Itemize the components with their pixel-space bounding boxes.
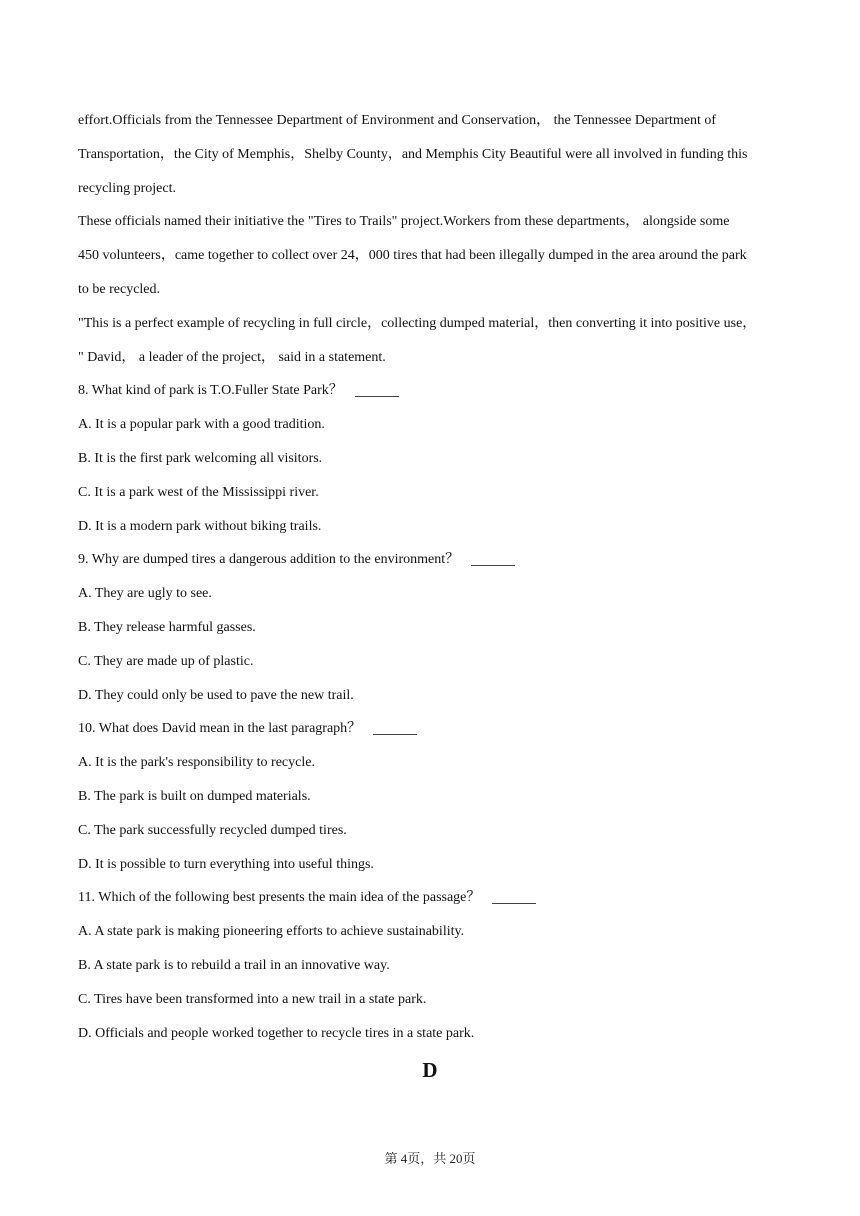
passage-line: 450 volunteers，came together to collect over 24，000 tires that had been illegally dumped in the area around the park (78, 248, 747, 264)
document-body (78, 104, 784, 1050)
option-d: D. It is possible to turn everything into useful things. (78, 856, 374, 872)
option-b: B. A state park is to rebuild a trail in an innovative way. (78, 957, 390, 973)
passage-line: recycling project. (78, 180, 176, 196)
passage-line: These officials named their initiative the "Tires to Trails" project.Workers from these departments， alongside some (78, 214, 730, 230)
option-b: B. The park is built on dumped materials. (78, 788, 311, 804)
passage-line: to be recycled. (78, 281, 161, 297)
passage-line: Transportation，the City of Memphis，Shelby County，and Memphis City Beautiful were all involved in funding this (78, 146, 748, 162)
passage-line: " David， a leader of the project， said in a statement. (78, 349, 386, 365)
option-a: A. A state park is making pioneering efforts to achieve sustainability. (78, 924, 465, 940)
option-c: C. It is a park west of the Mississippi river. (78, 484, 319, 500)
question-10 (78, 712, 784, 881)
answer-blank (471, 549, 515, 566)
passage-line: effort.Officials from the Tennessee Department of Environment and Conservation， the Tennessee Department of (78, 113, 717, 128)
answer-blank (492, 887, 536, 904)
option-a: A. It is the park's responsibility to recycle. (78, 755, 315, 771)
option-a: A. It is a popular park with a good tradition. (78, 417, 325, 433)
passage (78, 104, 784, 374)
option-c: C. They are made up of plastic. (78, 653, 254, 669)
question-stem: 8. What kind of park is T.O.Fuller State Park？ (78, 374, 784, 408)
question-9 (78, 543, 784, 712)
passage-line: "This is a perfect example of recycling in full circle，collecting dumped material，then converting it into positive use， (78, 315, 757, 331)
answer-blank (373, 718, 417, 735)
question-stem: 10. What does David mean in the last paragraph？ (78, 712, 784, 746)
option-d: D. Officials and people worked together to recycle tires in a state park. (78, 1025, 475, 1041)
question-8 (78, 374, 784, 543)
option-c: C. Tires have been transformed into a new trail in a state park. (78, 991, 427, 1007)
option-d: D. They could only be used to pave the new trail. (78, 687, 354, 703)
question-stem: 9. Why are dumped tires a dangerous addition to the environment？ (78, 543, 784, 577)
option-b: B. It is the first park welcoming all visitors. (78, 450, 323, 466)
option-c: C. The park successfully recycled dumped tires. (78, 822, 347, 838)
option-d: D. It is a modern park without biking trails. (78, 518, 322, 534)
page-footer: 第 4页，共 20页 (384, 1151, 476, 1166)
option-b: B. They release harmful gasses. (78, 619, 256, 635)
section-heading: D (422, 1058, 438, 1082)
answer-blank (355, 380, 399, 397)
question-stem: 11. Which of the following best presents the main idea of the passage？ (78, 881, 784, 915)
option-a: A. They are ugly to see. (78, 586, 212, 602)
question-11 (78, 881, 784, 1050)
